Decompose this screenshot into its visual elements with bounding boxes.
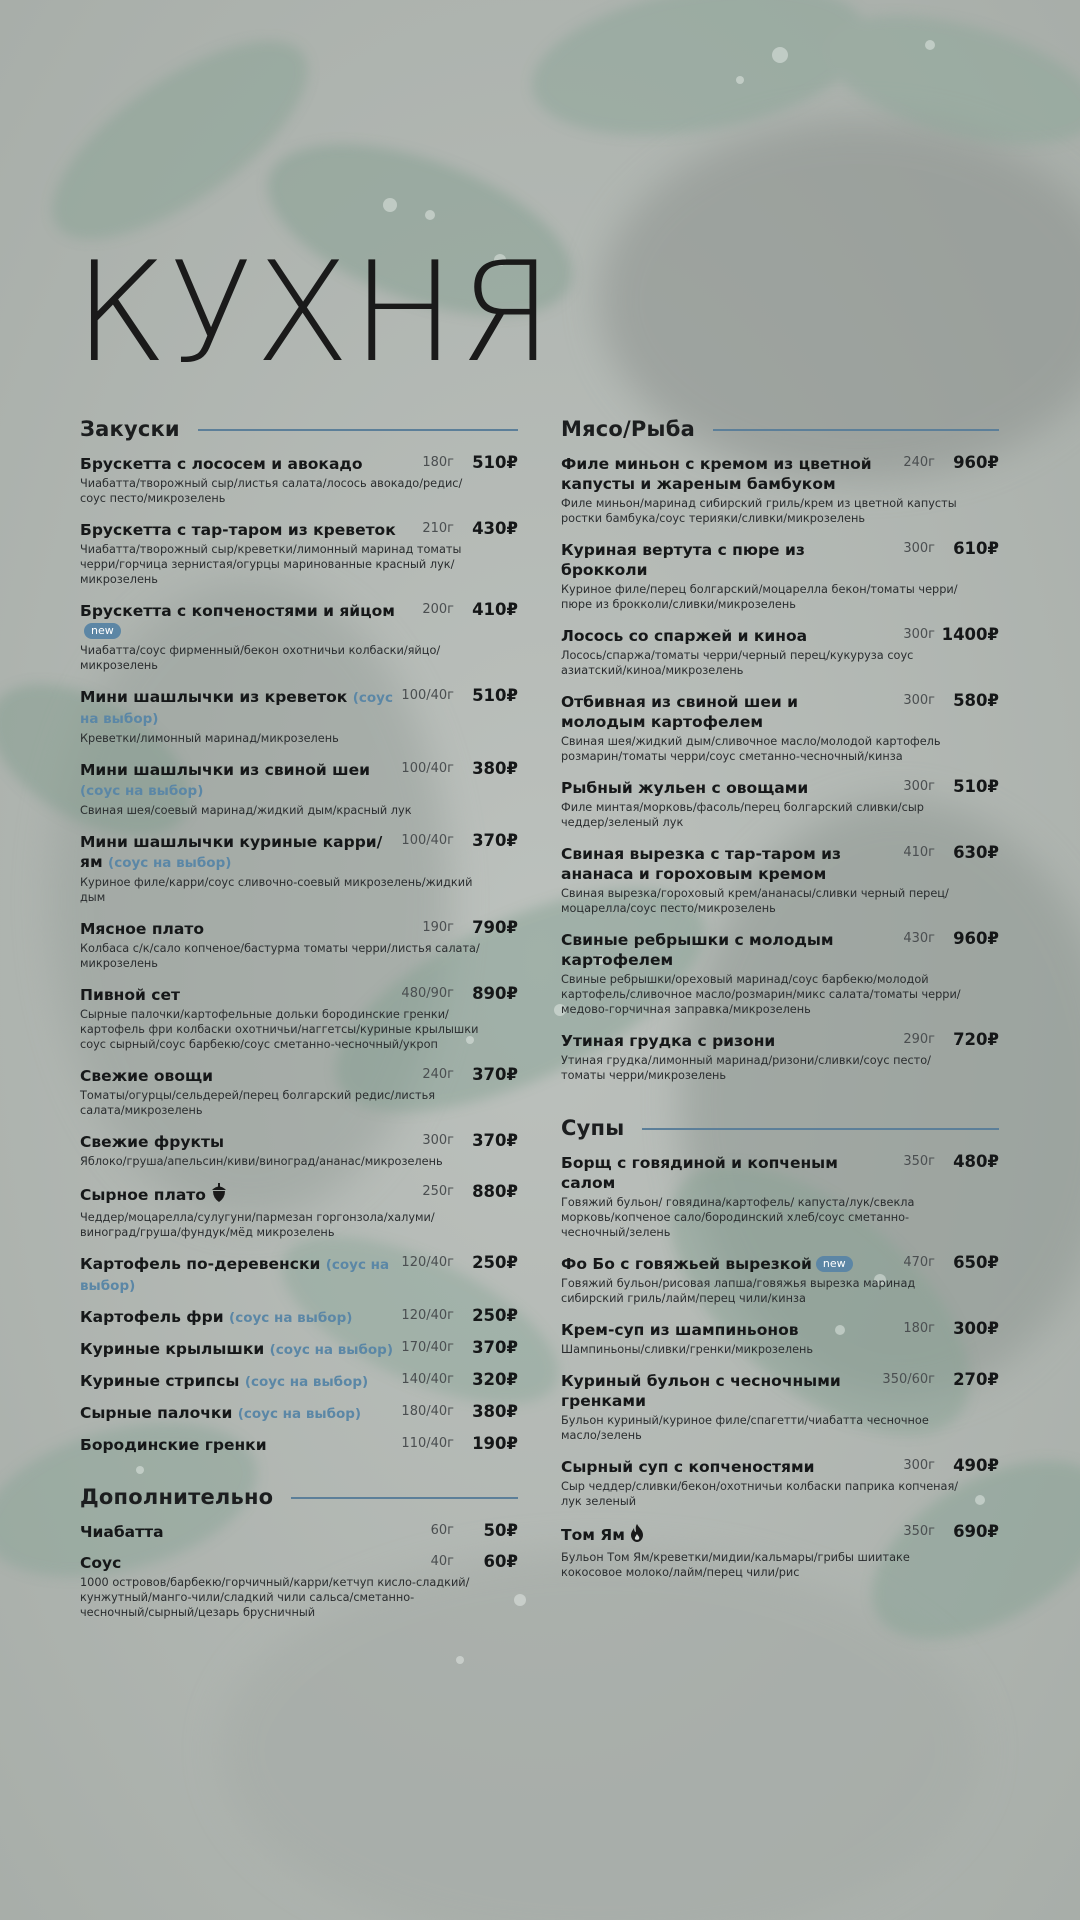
sauce-note: (соус на выбор): [269, 1342, 393, 1358]
item-title: Картофель по-деревенски: [80, 1255, 321, 1273]
section-divider: [642, 1128, 999, 1130]
item-title: Брускетта с тар-таром из креветок: [80, 521, 396, 539]
menu-item: [80, 1307, 518, 1328]
item-title: Брускетта с копченостями и яйцом: [80, 602, 395, 620]
menu-item: [561, 1153, 999, 1240]
section-extra-header: [80, 1480, 518, 1514]
item-weight: 300г: [903, 779, 935, 794]
item-price: 300₽: [953, 1319, 999, 1338]
menu-item: [561, 626, 999, 678]
item-price: 580₽: [953, 691, 999, 710]
menu-item: [80, 1371, 518, 1392]
sauce-note: (соус на выбор): [108, 855, 232, 871]
item-price: 1400₽: [941, 625, 999, 644]
item-weight: 190г: [422, 920, 454, 935]
item-weight: 170/40г: [401, 1340, 454, 1355]
item-description: Бульон Том Ям/креветки/мидии/кальмары/грибы шиитаке кокосовое молоко/лайм/перец чили/рис: [561, 1551, 910, 1579]
menu-item: [80, 1522, 518, 1542]
item-weight: 120/40г: [401, 1255, 454, 1270]
section-soups-header: [561, 1111, 999, 1145]
item-price: 430₽: [472, 519, 518, 538]
menu-item: [80, 985, 518, 1052]
item-title: Мини шашлычки куриные карри/ям: [80, 833, 383, 871]
sauce-note: (соус на выбор): [244, 1374, 369, 1390]
menu-item: [80, 760, 518, 818]
item-description: Чиабатта/соус фирменный/бекон охотничьи колбаски/яйцо/микрозелень: [80, 644, 441, 672]
item-price: 490₽: [953, 1456, 999, 1475]
item-weight: 480/90г: [401, 986, 454, 1001]
item-title: Мини шашлычки из креветок: [80, 688, 348, 706]
section-title: Закуски: [80, 417, 180, 441]
menu-item: [80, 454, 518, 506]
item-weight: 180/40г: [401, 1404, 454, 1419]
menu-item: [80, 1132, 518, 1169]
sauce-note: (соус на выбор): [80, 690, 393, 727]
item-title: Брускетта с лососем и авокадо: [80, 455, 363, 473]
menu-item: [561, 930, 999, 1017]
menu-item: [80, 601, 518, 673]
item-description: Сырные палочки/картофельные дольки бородинские гренки/картофель фри колбаски охотничьи/наггетсы/куриные крылышки соус сырный/соус барбекю/соус сметанно-чесночный/укроп: [80, 1008, 479, 1051]
menu-item: [80, 1403, 518, 1424]
item-weight: 300г: [903, 1458, 935, 1473]
item-price: 880₽: [472, 1182, 518, 1201]
item-price: 250₽: [472, 1306, 518, 1325]
item-description: Лосось/спаржа/томаты черри/черный перец/кукуруза соус азиатский/киноа/микрозелень: [561, 649, 914, 677]
menu-item: [80, 1183, 518, 1240]
item-title: Утиная грудка с ризони: [561, 1032, 776, 1050]
item-price: 250₽: [472, 1253, 518, 1272]
section-zakuski-header: [80, 412, 518, 446]
item-weight: 300г: [903, 541, 935, 556]
item-weight: 350г: [903, 1154, 935, 1169]
item-description: Сыр чеддер/сливки/бекон/охотничьи колбаски паприка копченая/лук зеленый: [561, 1480, 959, 1508]
item-price: 370₽: [472, 1338, 518, 1357]
item-title: Куриные стрипсы: [80, 1372, 240, 1390]
menu-item: [80, 1254, 518, 1296]
item-title: Сырные палочки: [80, 1404, 233, 1422]
item-price: 510₽: [472, 686, 518, 705]
item-price: 480₽: [953, 1152, 999, 1171]
item-weight: 470г: [903, 1255, 935, 1270]
item-price: 270₽: [953, 1370, 999, 1389]
item-description: Колбаса с/к/сало копченое/бастурма томаты черри/листья салата/микрозелень: [80, 942, 480, 970]
item-price: 380₽: [472, 1402, 518, 1421]
item-title: Соус: [80, 1554, 122, 1572]
item-title: Куриная вертута с пюре из брокколи: [561, 541, 805, 579]
item-title: Крем-суп из шампиньонов: [561, 1321, 799, 1339]
item-title: Пивной сет: [80, 986, 180, 1004]
item-title: Лосось со спаржей и киноа: [561, 627, 808, 645]
item-weight: 300г: [903, 693, 935, 708]
menu-item: [80, 520, 518, 587]
item-description: Свиная шея/жидкий дым/сливочное масло/молодой картофель розмарин/томаты черри/соус сметанно-чесночный/кинза: [561, 735, 941, 763]
item-title: Свежие овощи: [80, 1067, 213, 1085]
item-title: Филе миньон с кремом из цветной капусты и жареным бамбуком: [561, 455, 872, 493]
menu-item: [561, 1320, 999, 1357]
item-description: Бульон куриный/куриное филе/спагетти/чиабатта чесночное масло/зелень: [561, 1414, 929, 1442]
item-description: Куриное филе/перец болгарский/моцарелла бекон/томаты черри/пюре из брокколи/сливки/микрозелень: [561, 583, 958, 611]
sauce-note: (соус на выбор): [229, 1310, 353, 1326]
item-title: Куриные крылышки: [80, 1340, 265, 1358]
item-price: 650₽: [953, 1253, 999, 1272]
item-title: Мясное плато: [80, 920, 204, 938]
item-weight: 100/40г: [401, 833, 454, 848]
item-weight: 200г: [422, 602, 454, 617]
item-description: Чиабатта/творожный сыр/листья салата/лосось авокадо/редис/соус песто/микрозелень: [80, 477, 463, 505]
item-description: Филе минтая/морковь/фасоль/перец болгарский сливки/сыр чеддер/зеленый лук: [561, 801, 924, 829]
acorn-icon: [210, 1183, 228, 1208]
item-price: 960₽: [953, 453, 999, 472]
new-badge: new: [816, 1256, 853, 1272]
item-price: 320₽: [472, 1370, 518, 1389]
menu-list-zakuski: [80, 454, 518, 1455]
item-weight: 60г: [430, 1523, 454, 1538]
item-description: Куриное филе/карри/соус сливочно-соевый микрозелень/жидкий дым: [80, 876, 473, 904]
section-meat-header: [561, 412, 999, 446]
item-title: Сырное плато: [80, 1186, 206, 1204]
item-price: 60₽: [483, 1552, 518, 1571]
item-description: Креветки/лимонный маринад/микрозелень: [80, 732, 339, 745]
menu-item: [80, 1553, 518, 1620]
item-title: Рыбный жульен с овощами: [561, 779, 809, 797]
new-badge: new: [84, 623, 121, 639]
item-price: 510₽: [953, 777, 999, 796]
menu-item: [561, 844, 999, 916]
menu-item: [561, 1254, 999, 1306]
item-title: Картофель фри: [80, 1308, 224, 1326]
item-price: 50₽: [483, 1521, 518, 1540]
item-weight: 300г: [903, 627, 935, 642]
item-price: 630₽: [953, 843, 999, 862]
item-weight: 300г: [422, 1133, 454, 1148]
section-divider: [713, 429, 999, 431]
section-divider: [198, 429, 518, 431]
item-price: 380₽: [472, 759, 518, 778]
sauce-note: (соус на выбор): [237, 1406, 362, 1422]
sauce-note: (соус на выбор): [80, 783, 204, 799]
menu-item: [80, 832, 518, 905]
item-description: Свиная шея/соевый маринад/жидкий дым/красный лук: [80, 804, 412, 817]
menu-item: [80, 919, 518, 971]
item-title: Борщ с говядиной и копченым салом: [561, 1154, 838, 1192]
section-title: Дополнительно: [80, 1485, 274, 1509]
menu-item: [561, 1523, 999, 1580]
menu-item: [561, 540, 999, 612]
item-price: 720₽: [953, 1030, 999, 1049]
menu-item: [80, 1435, 518, 1455]
item-weight: 250г: [422, 1184, 454, 1199]
item-title: Свиные ребрышки с молодым картофелем: [561, 931, 834, 969]
item-price: 790₽: [472, 918, 518, 937]
item-title: Мини шашлычки из свиной шеи: [80, 761, 370, 779]
section-title: Супы: [561, 1116, 625, 1140]
item-weight: 210г: [422, 521, 454, 536]
item-description: Чиабатта/творожный сыр/креветки/лимонный маринад томаты черри/горчица зернистая/огурцы маринованные красный лук/микрозелень: [80, 543, 462, 586]
item-price: 370₽: [472, 1065, 518, 1084]
page-title: КУХНЯ: [74, 232, 556, 393]
menu-item: [561, 778, 999, 830]
item-weight: 430г: [903, 931, 935, 946]
item-price: 890₽: [472, 984, 518, 1003]
item-description: Яблоко/груша/апельсин/киви/виноград/ананас/микрозелень: [80, 1155, 443, 1168]
item-title: Сырный суп с копченостями: [561, 1458, 815, 1476]
item-description: Говяжий бульон/рисовая лапша/говяжья вырезка маринад сибирский гриль/лайм/перец чили/кинза: [561, 1277, 916, 1305]
item-description: Утиная грудка/лимонный маринад/ризони/сливки/соус песто/ томаты черри/микрозелень: [561, 1054, 931, 1082]
menu-list-extra: [80, 1522, 518, 1620]
item-description: Свиная вырезка/гороховый крем/ананасы/сливки черный перец/моцарелла/соус песто/микрозелень: [561, 887, 949, 915]
item-price: 690₽: [953, 1522, 999, 1541]
item-description: 1000 островов/барбекю/горчичный/карри/кетчуп кисло-сладкий/кунжутный/манго-чили/сладкий чили сальса/сметанно-чесночный/сырный/цезарь брусничный: [80, 1576, 470, 1619]
item-title: Фо Бо с говяжьей вырезкой: [561, 1255, 812, 1273]
flame-icon: [629, 1523, 645, 1548]
menu-item: [561, 692, 999, 764]
menu-item: [80, 687, 518, 746]
menu-item: [80, 1066, 518, 1118]
item-price: 190₽: [472, 1434, 518, 1453]
item-description: Шампиньоны/сливки/гренки/микрозелень: [561, 1343, 814, 1356]
item-weight: 180г: [903, 1321, 935, 1336]
item-description: Филе миньон/маринад сибирский гриль/крем из цветной капусты ростки бамбука/соус терияки/сливки/микрозелень: [561, 497, 957, 525]
item-weight: 240г: [422, 1067, 454, 1082]
item-description: Говяжий бульон/ говядина/картофель/ капуста/лук/свекла морковь/копченое сало/бородинский хлеб/соус сметанно-чесночный/зелень: [561, 1196, 915, 1239]
item-weight: 350г: [903, 1524, 935, 1539]
menu-item: [561, 1457, 999, 1509]
item-weight: 290г: [903, 1032, 935, 1047]
menu-list-meat: [561, 454, 999, 1083]
item-description: Свиные ребрышки/ореховый маринад/соус барбекю/молодой картофель/сливочное масло/розмарин/микс салата/томаты черри/медово-горчичная заправка/микрозелень: [561, 973, 961, 1016]
item-weight: 100/40г: [401, 688, 454, 703]
item-description: Чеддер/моцарелла/сулугуни/пармезан горгонзола/халуми/виноград/груша/фундук/мёд микрозелень: [80, 1211, 435, 1239]
item-weight: 100/40г: [401, 761, 454, 776]
item-title: Том Ям: [561, 1526, 625, 1544]
right-column: [561, 412, 999, 1594]
item-price: 510₽: [472, 453, 518, 472]
menu-item: [80, 1339, 518, 1360]
item-title: Бородинские гренки: [80, 1436, 267, 1454]
menu-list-soups: [561, 1153, 999, 1580]
item-weight: 110/40г: [401, 1436, 454, 1451]
item-price: 410₽: [472, 600, 518, 619]
section-title: Мясо/Рыба: [561, 417, 695, 441]
section-divider: [291, 1497, 518, 1499]
item-weight: 410г: [903, 845, 935, 860]
item-weight: 180г: [422, 455, 454, 470]
item-price: 370₽: [472, 831, 518, 850]
left-column: [80, 412, 518, 1634]
item-weight: 140/40г: [401, 1372, 454, 1387]
item-price: 610₽: [953, 539, 999, 558]
item-weight: 240г: [903, 455, 935, 470]
item-description: Томаты/огурцы/сельдерей/перец болгарский редис/листья салата/микрозелень: [80, 1089, 436, 1117]
menu-item: [561, 1031, 999, 1083]
sauce-note: (соус на выбор): [80, 1257, 390, 1294]
item-title: Свежие фрукты: [80, 1133, 224, 1151]
menu-item: [561, 1371, 999, 1443]
item-price: 370₽: [472, 1131, 518, 1150]
item-title: Отбивная из свиной шеи и молодым картофелем: [561, 693, 798, 731]
item-weight: 40г: [430, 1554, 454, 1569]
item-weight: 120/40г: [401, 1308, 454, 1323]
item-title: Чиабатта: [80, 1523, 164, 1541]
item-price: 960₽: [953, 929, 999, 948]
item-title: Свиная вырезка с тар-таром из ананаса и гороховым кремом: [561, 845, 842, 883]
item-title: Куриный бульон с чесночными гренками: [561, 1372, 841, 1410]
item-weight: 350/60г: [882, 1372, 935, 1387]
menu-item: [561, 454, 999, 526]
